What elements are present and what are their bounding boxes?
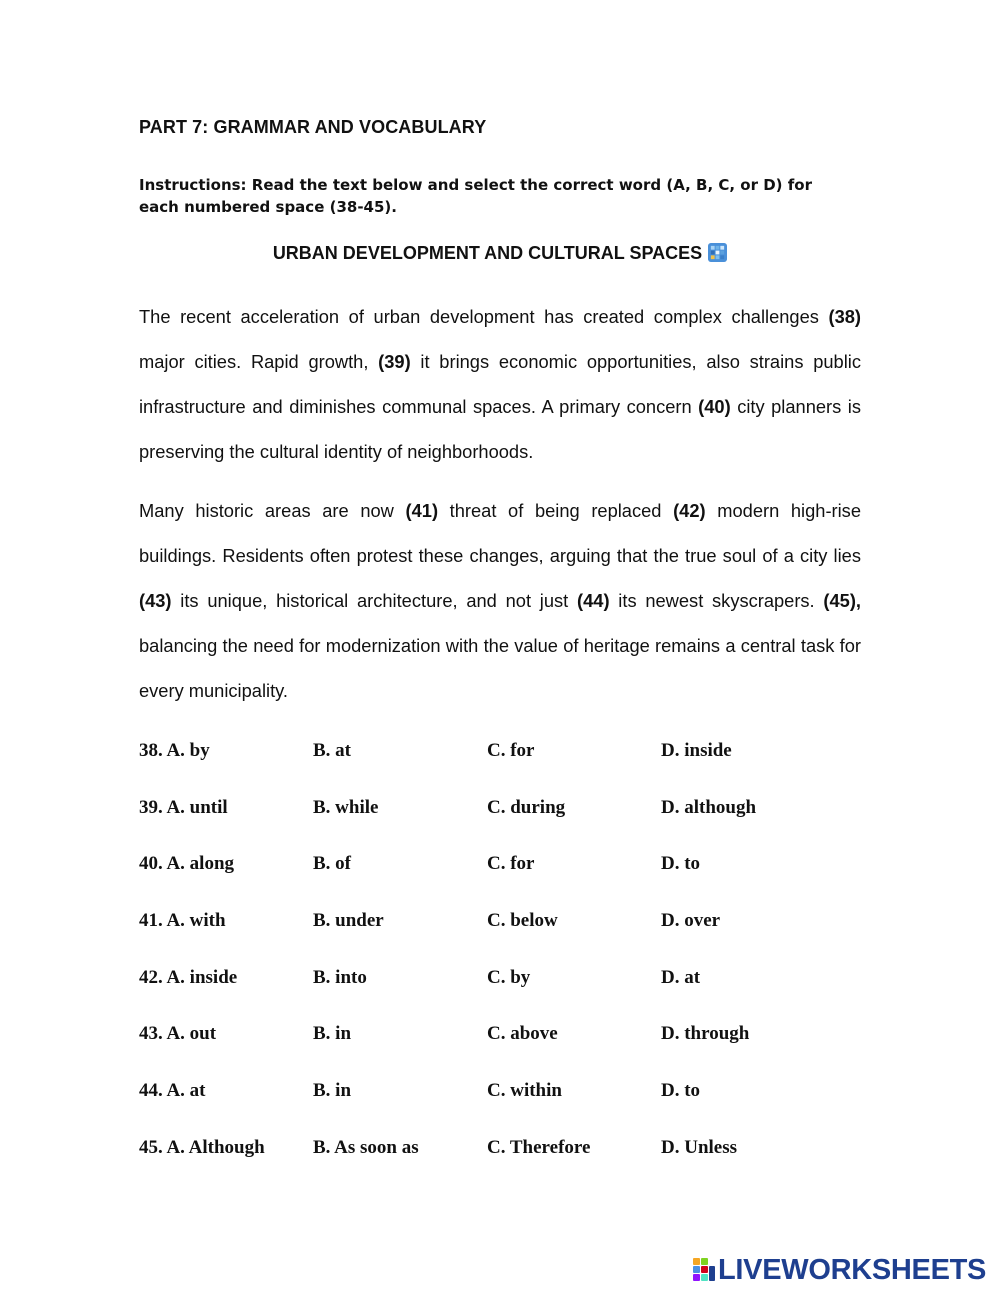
blank-38: (38) [828, 306, 861, 327]
option-a[interactable]: 43. A. out [139, 1023, 217, 1045]
question-row [139, 910, 879, 967]
option-d[interactable]: D. over [661, 910, 721, 932]
question-row [139, 1023, 879, 1080]
passage-paragraph-2: Many historic areas are now (41) threat of being replaced (42) modern high-rise buildings. Residents often protest these changes, arguing that the true soul of a city lies (43) its unique, historical architecture, and not just (44) its newest skyscrapers. (45), balancing the need for modernization with the value of heritage remains a central task for every municipality. [139, 500, 862, 701]
option-d[interactable]: D. at [661, 966, 701, 988]
option-d[interactable]: D. to [661, 853, 701, 875]
part-title: PART 7: GRAMMAR AND VOCABULARY [139, 117, 487, 137]
blank-41: (41) [405, 500, 439, 521]
liveworksheets-logo-icon [692, 1257, 716, 1283]
blank-44: (44) [577, 590, 610, 611]
blank-39: (39) [378, 351, 411, 372]
option-a[interactable]: 45. A. Although [139, 1136, 265, 1158]
blank-40: (40) [698, 396, 731, 417]
option-c[interactable]: C. Therefore [487, 1136, 591, 1158]
blank-45: (45), [823, 590, 862, 611]
instructions-text: Instructions: Read the text below and select the correct word (A, B, C, or D) for each numbered space (38-45). [139, 176, 812, 216]
option-a[interactable]: 38. A. by [139, 740, 210, 761]
option-b[interactable]: B. while [313, 796, 379, 818]
option-b[interactable]: B. under [313, 910, 384, 932]
question-row [139, 740, 879, 797]
option-c[interactable]: C. for [487, 853, 535, 875]
option-b[interactable]: B. at [313, 740, 351, 761]
option-c[interactable]: C. below [487, 910, 558, 932]
option-d[interactable]: D. through [661, 1023, 750, 1045]
option-d[interactable]: D. to [661, 1080, 701, 1102]
option-a[interactable]: 42. A. inside [139, 966, 238, 988]
option-d[interactable]: D. Unless [661, 1136, 738, 1158]
question-row [139, 1080, 879, 1137]
blank-43: (43) [139, 590, 172, 611]
option-a[interactable]: 39. A. until [139, 796, 228, 818]
option-c[interactable]: C. above [487, 1023, 558, 1045]
passage-heading [0, 243, 1000, 264]
option-c[interactable]: C. within [487, 1080, 562, 1102]
question-row [139, 797, 879, 854]
question-row [139, 853, 879, 910]
option-b[interactable]: B. in [313, 1023, 352, 1045]
option-a[interactable]: 40. A. along [139, 853, 235, 875]
liveworksheets-logo-text: LIVEWORKSHEETS [718, 1253, 987, 1286]
city-tiles-icon [708, 243, 727, 262]
option-c[interactable]: C. during [487, 796, 566, 818]
option-d[interactable]: D. although [661, 796, 757, 818]
option-a[interactable]: 41. A. with [139, 910, 226, 932]
option-a[interactable]: 44. A. at [139, 1080, 206, 1102]
option-c[interactable]: C. by [487, 966, 531, 988]
passage-heading-text: URBAN DEVELOPMENT AND CULTURAL SPACES [272, 243, 703, 263]
passage-paragraph-1: The recent acceleration of urban development has created complex challenges (38) major cities. Rapid growth, (39) it brings economic opportunities, also strains public infrastructure and diminishes communal spaces. A primary concern (40) city planners is preserving the cultural identity of neighborhoods. [139, 306, 861, 462]
liveworksheets-logo [692, 1252, 986, 1288]
option-b[interactable]: B. in [313, 1080, 352, 1102]
option-b[interactable]: B. As soon as [313, 1136, 419, 1158]
option-d[interactable]: D. inside [661, 740, 732, 761]
question-row [139, 967, 879, 1024]
option-b[interactable]: B. into [313, 966, 367, 988]
option-b[interactable]: B. of [313, 853, 351, 875]
blank-42: (42) [673, 500, 706, 521]
option-c[interactable]: C. for [487, 740, 535, 761]
question-row [139, 1137, 879, 1194]
answer-options [139, 740, 879, 1194]
